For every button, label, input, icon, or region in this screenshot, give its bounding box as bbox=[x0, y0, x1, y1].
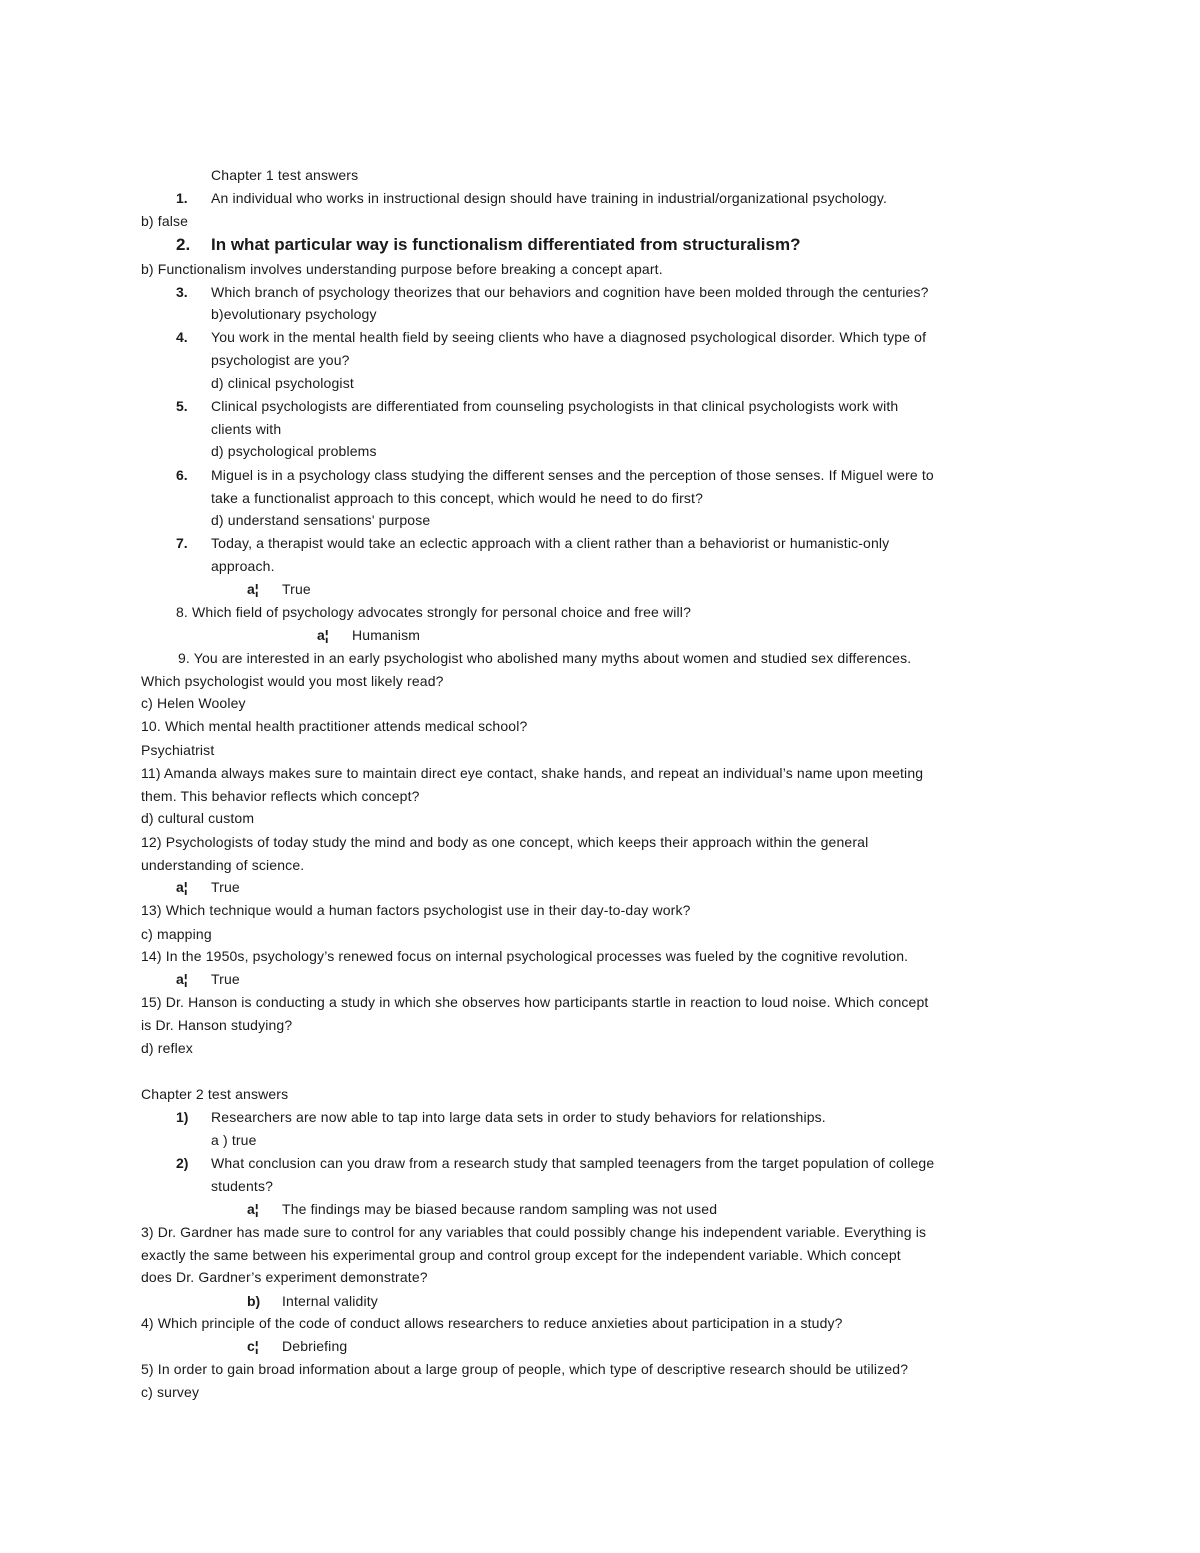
q3-text: Which branch of psychology theorizes that our behaviors and cognition have been molded through the centuries? bbox=[211, 284, 929, 300]
chapter-1-title: Chapter 1 test answers bbox=[211, 167, 359, 183]
q1-number: 1. bbox=[176, 190, 188, 206]
q11-text-line2: them. This behavior reflects which concept? bbox=[141, 788, 420, 804]
ch2-q1-answer: a ) true bbox=[211, 1132, 257, 1148]
ch2-q5-text: 5) In order to gain broad information about a large group of people, which type of descriptive research should be utilized? bbox=[141, 1361, 909, 1377]
q15-text-line1: 15) Dr. Hanson is conducting a study in which she observes how participants startle in reaction to loud noise. Which concept bbox=[141, 994, 929, 1010]
q15-answer: d) reflex bbox=[141, 1040, 193, 1056]
ch2-q2-text-line2: students? bbox=[211, 1178, 274, 1194]
q11-text-line1: 11) Amanda always makes sure to maintain direct eye contact, shake hands, and repeat an individual’s name upon meeting bbox=[141, 765, 924, 781]
q5-text-line1: Clinical psychologists are differentiated from counseling psychologists in that clinical psychologists work with bbox=[211, 398, 899, 414]
q12-answer: True bbox=[211, 879, 240, 895]
ch2-q4-text: 4) Which principle of the code of conduct allows researchers to reduce anxieties about participation in a study? bbox=[141, 1315, 843, 1331]
ch2-q4-answer-letter: c¦ bbox=[247, 1338, 259, 1354]
ch2-q2-text-line1: What conclusion can you draw from a research study that sampled teenagers from the target population of college bbox=[211, 1155, 935, 1171]
q1-answer: b) false bbox=[141, 213, 189, 229]
q12-text-line1: 12) Psychologists of today study the mind and body as one concept, which keeps their approach within the general bbox=[141, 834, 869, 850]
ch2-q1-text: Researchers are now able to tap into large data sets in order to study behaviors for relationships. bbox=[211, 1109, 826, 1125]
q2-number: 2. bbox=[176, 235, 191, 254]
ch2-q4-answer: Debriefing bbox=[282, 1338, 348, 1354]
q4-answer: d) clinical psychologist bbox=[211, 375, 354, 391]
q10-text: 10. Which mental health practitioner attends medical school? bbox=[141, 718, 528, 734]
q9-answer: c) Helen Wooley bbox=[141, 695, 246, 711]
q8-answer-letter: a¦ bbox=[317, 627, 329, 643]
q3-answer: b)evolutionary psychology bbox=[211, 306, 377, 322]
ch2-q3-answer-letter: b) bbox=[247, 1293, 261, 1309]
ch2-q2-answer: The findings may be biased because random sampling was not used bbox=[282, 1201, 718, 1217]
q9-text-line2: Which psychologist would you most likely read? bbox=[141, 673, 444, 689]
ch2-q5-answer: c) survey bbox=[141, 1384, 200, 1400]
q11-answer: d) cultural custom bbox=[141, 810, 255, 826]
q5-number: 5. bbox=[176, 398, 188, 414]
ch2-q2-number: 2) bbox=[176, 1155, 189, 1171]
q2-answer: b) Functionalism involves understanding purpose before breaking a concept apart. bbox=[141, 261, 663, 277]
q7-answer: True bbox=[282, 581, 311, 597]
q14-text: 14) In the 1950s, psychology’s renewed focus on internal psychological processes was fueled by the cognitive revolution. bbox=[141, 948, 909, 964]
q9-text-line1: 9. You are interested in an early psychologist who abolished many myths about women and studied sex differences. bbox=[178, 650, 912, 666]
q15-text-line2: is Dr. Hanson studying? bbox=[141, 1017, 293, 1033]
q5-text-line2: clients with bbox=[211, 421, 282, 437]
q1-text: An individual who works in instructional design should have training in industrial/organizational psychology. bbox=[211, 190, 888, 206]
ch2-q1-number: 1) bbox=[176, 1109, 189, 1125]
q7-answer-letter: a¦ bbox=[247, 581, 259, 597]
q7-text-line1: Today, a therapist would take an eclectic approach with a client rather than a behaviorist or humanistic-only bbox=[211, 535, 890, 551]
q4-number: 4. bbox=[176, 329, 188, 345]
q12-text-line2: understanding of science. bbox=[141, 857, 305, 873]
q8-text: 8. Which field of psychology advocates strongly for personal choice and free will? bbox=[176, 604, 692, 620]
q6-number: 6. bbox=[176, 467, 188, 483]
q3-number: 3. bbox=[176, 284, 188, 300]
q7-text-line2: approach. bbox=[211, 558, 275, 574]
ch2-q3-text-line3: does Dr. Gardner’s experiment demonstrate? bbox=[141, 1269, 428, 1285]
q14-answer-letter: a¦ bbox=[176, 971, 188, 987]
q13-answer: c) mapping bbox=[141, 926, 212, 942]
q4-text-line1: You work in the mental health field by seeing clients who have a diagnosed psychological disorder. Which type of bbox=[211, 329, 927, 345]
q8-answer: Humanism bbox=[352, 627, 421, 643]
ch2-q2-answer-letter: a¦ bbox=[247, 1201, 259, 1217]
q7-number: 7. bbox=[176, 535, 188, 551]
q4-text-line2: psychologist are you? bbox=[211, 352, 350, 368]
q6-answer: d) understand sensations' purpose bbox=[211, 512, 431, 528]
q10-answer: Psychiatrist bbox=[141, 742, 215, 758]
chapter-2-title: Chapter 2 test answers bbox=[141, 1086, 289, 1102]
ch2-q3-text-line2: exactly the same between his experimental group and control group except for the independent variable. Which concept bbox=[141, 1247, 901, 1263]
q13-text: 13) Which technique would a human factors psychologist use in their day-to-day work? bbox=[141, 902, 691, 918]
q5-answer: d) psychological problems bbox=[211, 443, 377, 459]
q6-text-line1: Miguel is in a psychology class studying the different senses and the perception of those senses. If Miguel were to bbox=[211, 467, 934, 483]
q6-text-line2: take a functionalist approach to this concept, which would he need to do first? bbox=[211, 490, 704, 506]
q14-answer: True bbox=[211, 971, 240, 987]
q12-answer-letter: a¦ bbox=[176, 879, 188, 895]
ch2-q3-answer: Internal validity bbox=[282, 1293, 378, 1309]
ch2-q3-text-line1: 3) Dr. Gardner has made sure to control for any variables that could possibly change his independent variable. Everything is bbox=[141, 1224, 927, 1240]
q2-text: In what particular way is functionalism differentiated from structuralism? bbox=[211, 235, 801, 254]
